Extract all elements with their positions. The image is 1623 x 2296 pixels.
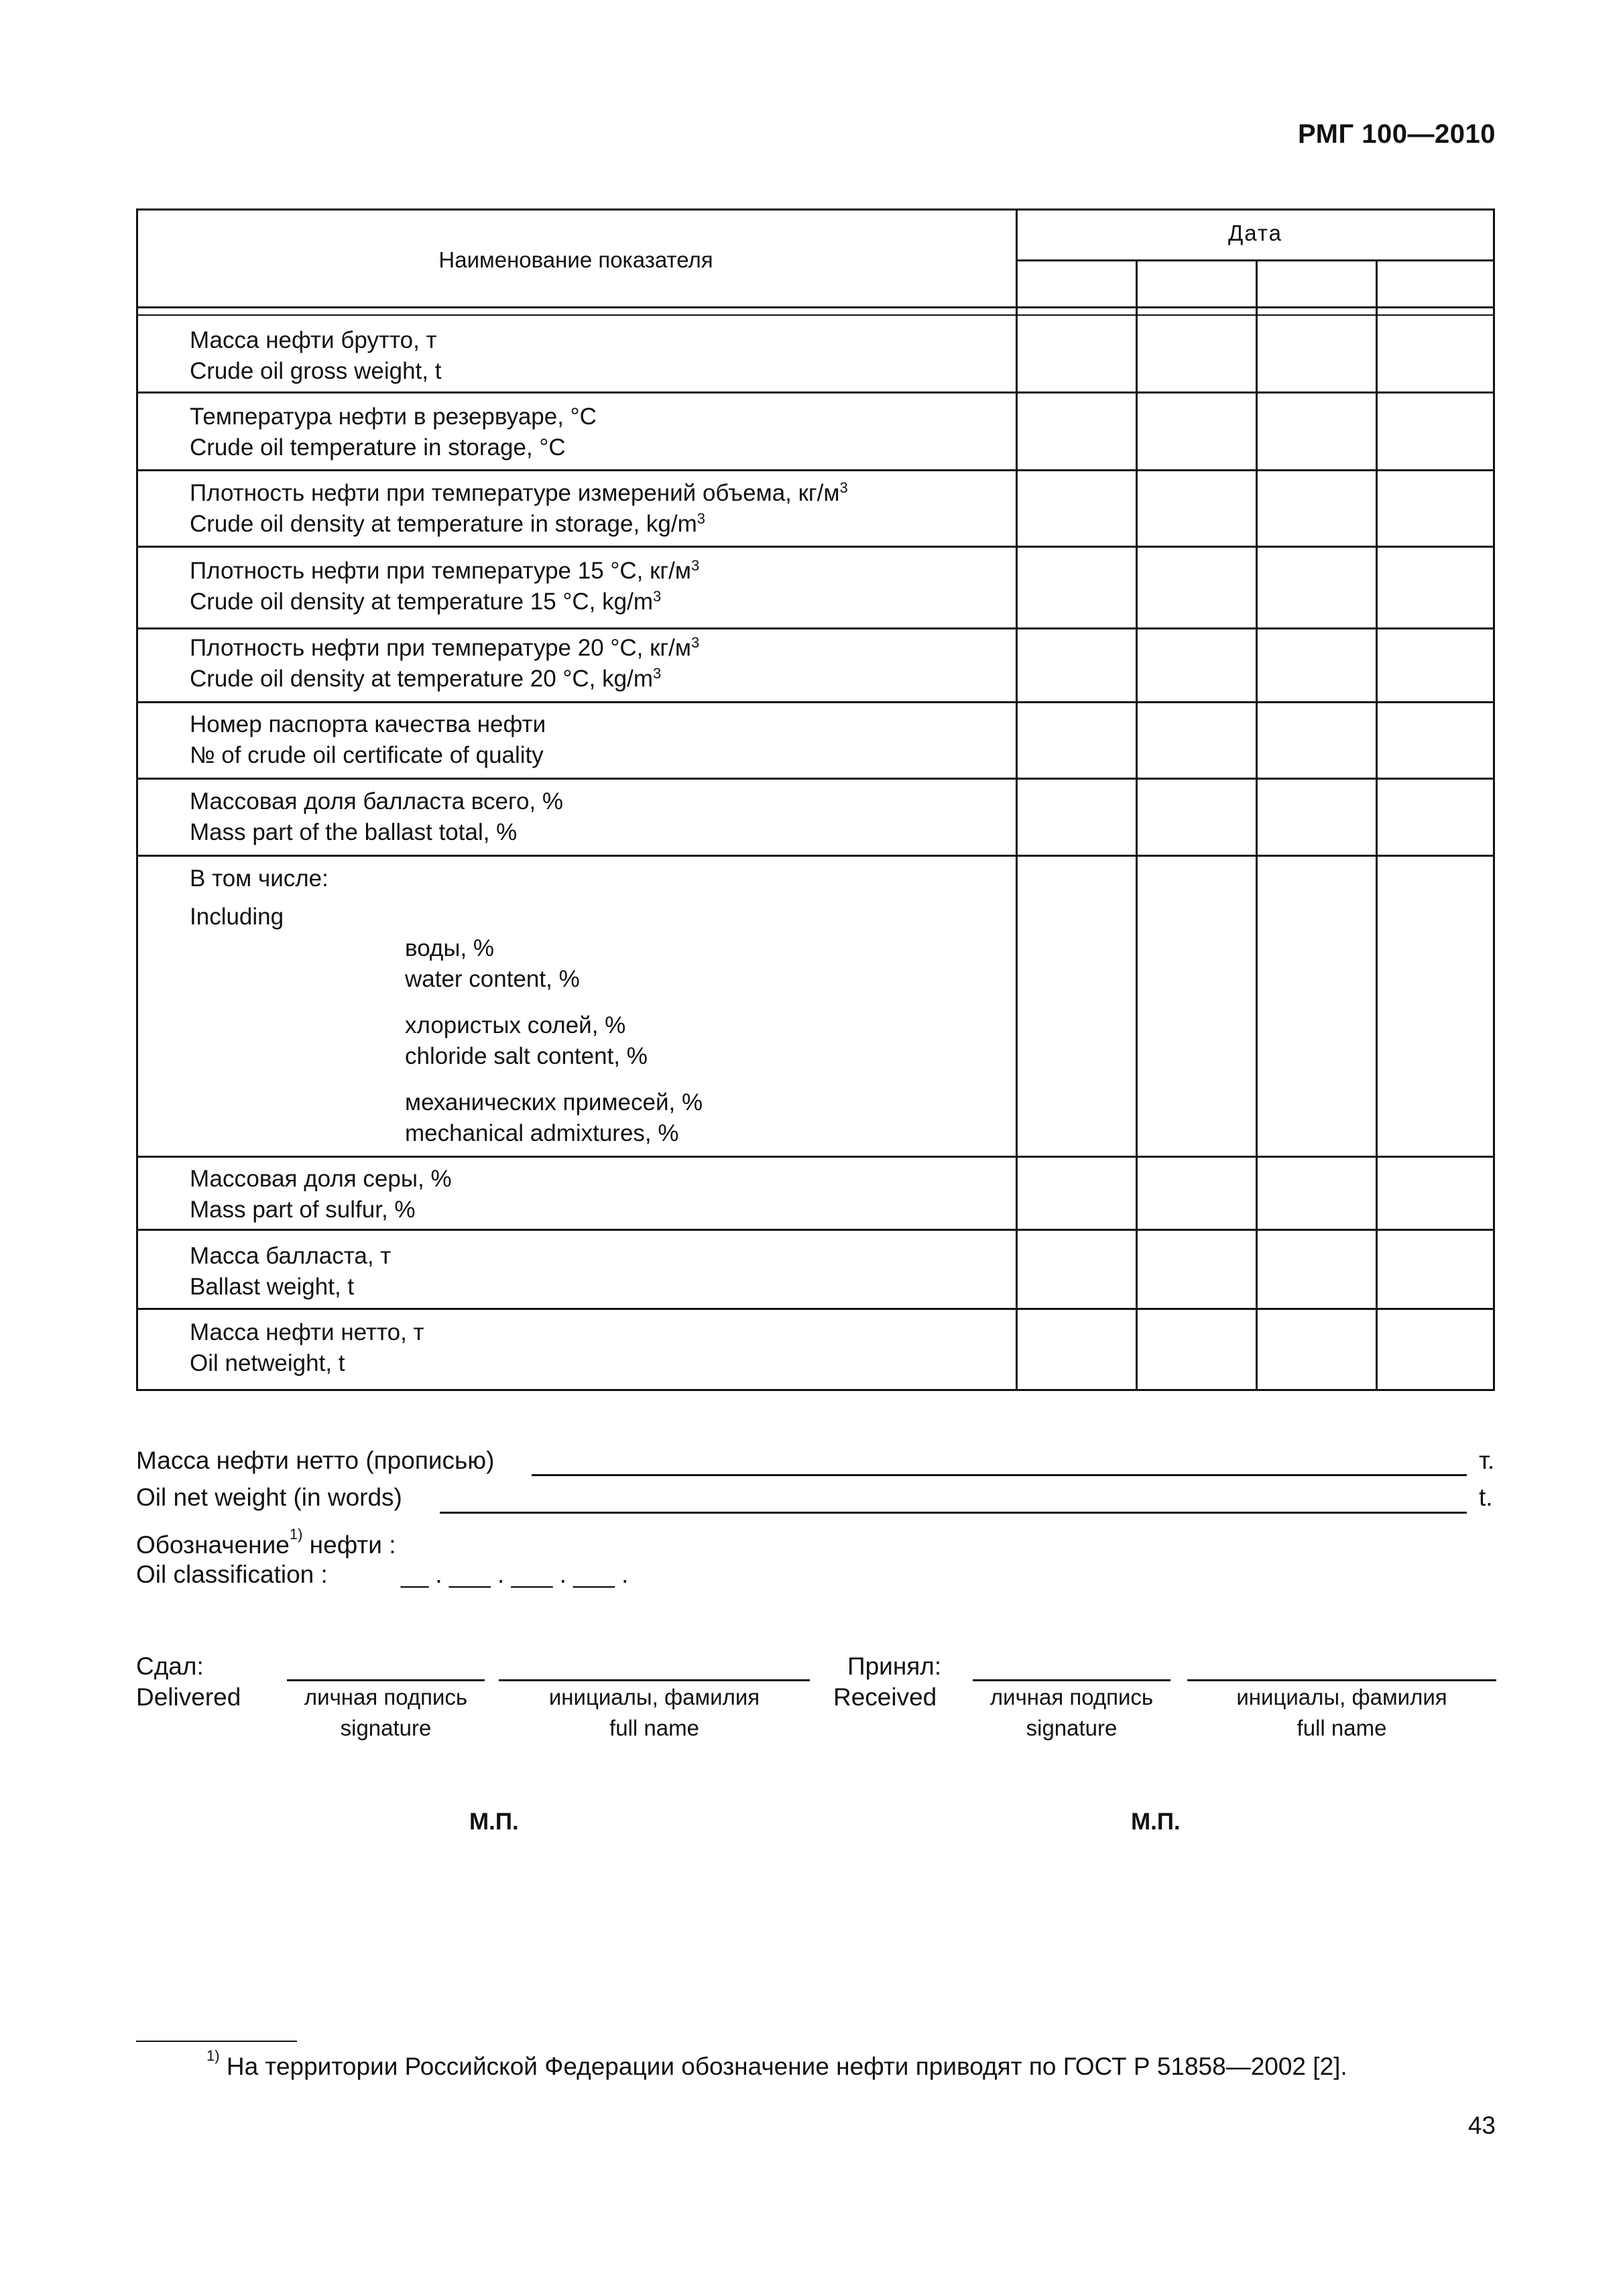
superscript: 3 xyxy=(697,510,706,527)
row-line xyxy=(136,469,1495,471)
net-weight-en-line xyxy=(440,1512,1467,1514)
col-divider-date-3 xyxy=(1376,259,1378,1391)
received-signature-line xyxy=(973,1679,1170,1681)
row-label-en: Crude oil temperature in storage, °С xyxy=(190,434,566,461)
row-label-en: Crude oil gross weight, t xyxy=(190,358,442,384)
superscript: 3 xyxy=(839,479,848,496)
classification-ru-label-b: нефти : xyxy=(302,1531,396,1559)
table-row xyxy=(190,786,563,848)
row-label-en: Mass part of sulfur, % xyxy=(190,1197,416,1223)
row-label-ru: Массовая доля балласта всего, % xyxy=(190,788,563,814)
row-line xyxy=(136,855,1495,857)
stamp-place-delivered: М.П. xyxy=(469,1809,519,1835)
row-label-en: Mass part of the ballast total, % xyxy=(190,819,518,845)
sub-item-en: water content, % xyxy=(405,966,580,992)
row-line xyxy=(136,778,1495,780)
row-label-en: № of crude oil certificate of quality xyxy=(190,742,544,768)
row-label-ru: Масса нефти нетто, т xyxy=(190,1319,424,1345)
column-header-date: Дата xyxy=(1227,221,1283,245)
row-label-en: Oil netweight, t xyxy=(190,1350,345,1376)
classification-en-label: Oil classification : xyxy=(136,1561,328,1588)
footnote xyxy=(206,2047,1347,2081)
row-line xyxy=(136,627,1495,629)
column-header-name: Наименование показателя xyxy=(438,247,713,272)
classification-ru-label-a: Обозначение xyxy=(136,1531,290,1559)
row-label-ru: Масса балласта, т xyxy=(190,1243,392,1269)
net-weight-ru-unit: т. xyxy=(1479,1447,1495,1474)
received-fullname-caption-ru: инициалы, фамилия xyxy=(1236,1685,1447,1709)
net-weight-ru-label: Масса нефти нетто (прописью) xyxy=(136,1447,495,1474)
net-weight-en-label: Oil net weight (in words) xyxy=(136,1484,402,1511)
delivered-fullname-caption-ru: инициалы, фамилия xyxy=(548,1685,760,1709)
row-label-en: Crude oil density at temperature 20 °С, kg/m xyxy=(190,666,653,692)
row-label-ru: В том числе: xyxy=(190,865,328,892)
sub-item xyxy=(405,933,580,995)
document-code: РМГ 100—2010 xyxy=(1298,119,1496,149)
table-row xyxy=(190,1317,424,1379)
superscript: 3 xyxy=(652,665,662,682)
header-bottom-line-1 xyxy=(136,306,1495,308)
row-label-ru: Плотность нефти при температуре 20 °С, кг/м xyxy=(190,635,691,661)
sub-item-en: mechanical admixtures, % xyxy=(405,1120,679,1146)
table-row xyxy=(190,478,848,540)
table-row xyxy=(190,1164,452,1225)
footnote-mark: 1) xyxy=(206,2047,220,2064)
sub-item xyxy=(405,1010,648,1072)
row-label-en: Ballast weight, t xyxy=(190,1274,355,1300)
sub-item-ru: воды, % xyxy=(405,935,495,961)
table-row xyxy=(190,556,699,617)
sub-item-ru: механических примесей, % xyxy=(405,1089,703,1115)
delivered-signature-caption-en: signature xyxy=(340,1715,432,1740)
row-line xyxy=(136,391,1495,394)
row-line xyxy=(136,701,1495,703)
superscript: 3 xyxy=(652,588,662,605)
delivered-ru: Сдал: xyxy=(136,1652,204,1680)
delivered-signature-caption-ru: личная подпись xyxy=(304,1685,468,1709)
classification-ru xyxy=(136,1526,396,1559)
footnote-text: На территории Российской Федерации обозначение нефти приводят по ГОСТ Р 51858—2002 [2]. xyxy=(226,2053,1347,2080)
row-label-ru: Температура нефти в резервуаре, °С xyxy=(190,404,597,430)
row-label-ru: Плотность нефти при температуре измерений объема, кг/м xyxy=(190,480,840,506)
col-divider-name xyxy=(1016,208,1018,1391)
received-ru: Принял: xyxy=(847,1652,942,1680)
footnote-separator xyxy=(136,2041,297,2042)
superscript: 3 xyxy=(690,634,700,651)
page-number: 43 xyxy=(1467,2112,1496,2139)
table-row xyxy=(190,633,699,694)
row-label-ru: Плотность нефти при температуре 15 °С, кг/м xyxy=(190,558,691,584)
row-line xyxy=(136,1308,1495,1310)
received-en: Received xyxy=(833,1683,937,1711)
table-row xyxy=(190,1241,391,1303)
date-subheader-line xyxy=(1016,259,1495,261)
table-row xyxy=(190,709,546,771)
row-label-ru: Массовая доля серы, % xyxy=(190,1166,452,1192)
received-signature-caption-ru: личная подпись xyxy=(989,1685,1154,1709)
received-fullname-line xyxy=(1187,1679,1496,1681)
row-line xyxy=(136,546,1495,548)
delivered-signature-line xyxy=(287,1679,485,1681)
classification-pattern: __ . ___ . ___ . ___ . xyxy=(401,1561,629,1588)
sub-item xyxy=(405,1087,703,1149)
delivered-en: Delivered xyxy=(136,1683,241,1711)
row-label-en: Including xyxy=(190,904,284,930)
row-label-en: Crude oil density at temperature in storage, kg/m xyxy=(190,511,697,537)
sub-item-ru: хлористых солей, % xyxy=(405,1012,626,1038)
delivered-fullname-caption-en: full name xyxy=(609,1715,699,1740)
received-fullname-caption-en: full name xyxy=(1297,1715,1387,1740)
row-line xyxy=(136,1156,1495,1158)
delivered-fullname-line xyxy=(499,1679,810,1681)
received-signature-caption-en: signature xyxy=(1026,1715,1118,1740)
row-line xyxy=(136,1229,1495,1231)
net-weight-ru-line xyxy=(532,1474,1467,1476)
table-row xyxy=(190,325,441,387)
row-label-ru: Номер паспорта качества нефти xyxy=(190,711,546,737)
superscript: 3 xyxy=(690,557,700,574)
net-weight-en-unit: t. xyxy=(1479,1484,1493,1511)
table-row xyxy=(190,402,597,463)
header-bottom-line-2 xyxy=(136,314,1495,316)
sub-item-en: chloride salt content, % xyxy=(405,1043,648,1069)
col-divider-date-1 xyxy=(1136,259,1138,1391)
row-label-ru: Масса нефти брутто, т xyxy=(190,327,437,353)
stamp-place-received: М.П. xyxy=(1131,1809,1181,1835)
footnote-mark: 1) xyxy=(289,1526,303,1543)
col-divider-date-2 xyxy=(1256,259,1258,1391)
row-label-en: Crude oil density at temperature 15 °С, kg/m xyxy=(190,589,653,615)
